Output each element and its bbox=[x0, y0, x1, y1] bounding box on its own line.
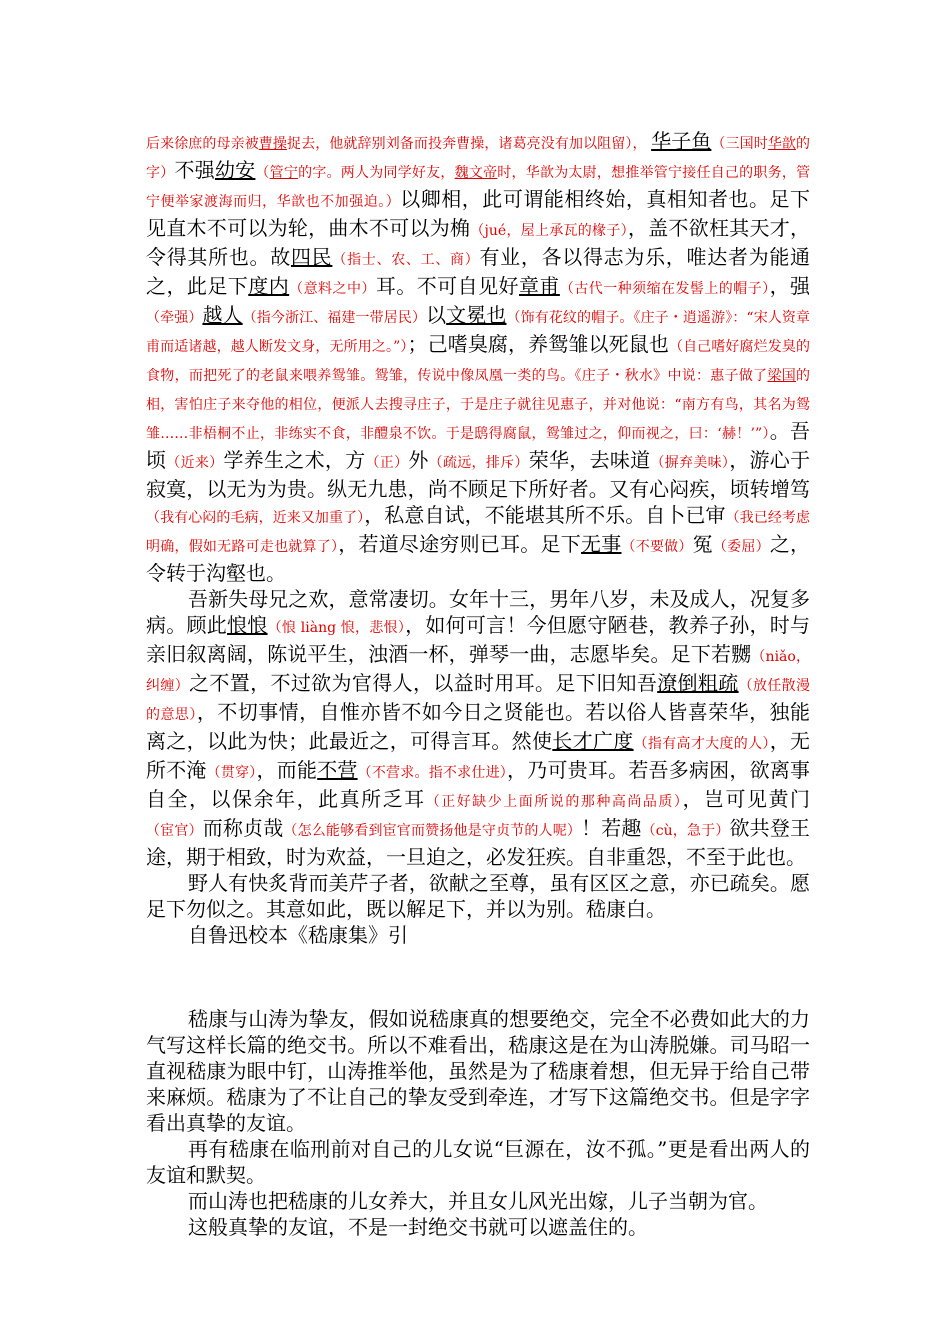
annotation-text: 梁国 bbox=[767, 368, 797, 384]
underlined-term: 度内 bbox=[248, 274, 290, 298]
annotation-text: （三国时 bbox=[711, 136, 768, 152]
annotation-text: （正好缺少上面所说的那种高尚品质） bbox=[425, 794, 683, 810]
annotation-text: （古代一种须缩在发髻上的帽子） bbox=[559, 281, 770, 297]
annotation-text: （饰有花纹的帽子。《庄子・逍遥游》：“宋人资章甫而适诸越，越人断发文身，无所用之。”） bbox=[146, 310, 811, 355]
annotation-text: （我已经考虑明确，假如无路可走也就算了） bbox=[146, 510, 811, 555]
body-text: ，而能 bbox=[256, 758, 318, 782]
body-text: 冤 bbox=[692, 532, 713, 556]
body-text: ，乃可贵耳。若吾多病困，欲离事自全，以保余年，此真所乏耳 bbox=[146, 758, 811, 811]
annotation-text: （疏远，排斥） bbox=[428, 455, 529, 471]
body-text: ，无所不淹 bbox=[146, 729, 811, 782]
body-text: 不强 bbox=[174, 158, 215, 182]
annotation-text: （宦官） bbox=[146, 823, 203, 839]
body-text: 以卿相，此可谓能相终始，真相知者也。足下见直木不可以为轮，曲木不可以为桷 bbox=[146, 187, 811, 240]
body-text: 吾新失母兄之欢，意常凄切。女年十三，男年八岁，未及成人，况复多病。顾此 bbox=[146, 587, 810, 637]
annotation-text: （意料之中） bbox=[289, 281, 376, 297]
body-text: 欲共登王途，期于相致，时为欢益，一旦迫之，必发狂疾。自非重怨，不至于此也。 bbox=[146, 816, 811, 869]
body-text: 耳。不可自见好 bbox=[375, 274, 519, 298]
body-text: 有业，各以得志为乐，唯达者为能通之，此足下 bbox=[146, 245, 811, 298]
annotation-text: 曹操 bbox=[258, 136, 287, 152]
annotation-text: （我有心闷的毛病，近来又加重了） bbox=[146, 510, 365, 526]
annotation-text: 魏文帝 bbox=[454, 165, 498, 181]
body-text: 。吾顷 bbox=[146, 419, 811, 472]
commentary-paragraph-2: 再有嵇康在临刑前对自己的儿女说“巨源在，汝不孤。”更是看出两人的友谊和默契。 bbox=[146, 1137, 810, 1187]
body-text: ，盖不欲枉其天才，令得其所也。故 bbox=[146, 216, 811, 269]
body-text: 而称贞哉 bbox=[202, 816, 284, 840]
commentary-paragraph-1: 嵇康与山涛为挚友，假如说嵇康真的想要绝交，完全不必费如此大的力气写这样长篇的绝交书。所以不难看出，嵇康这是在为山涛脱嫌。司马昭一直视嵇康为眼中钉，山涛推举他，虽然是为了嵇康着想，但无异于给自己带来麻烦。嵇康为了不让自己的挚友受到牵连，才写下这篇绝交书。但是字字看出真挚的友谊。 bbox=[146, 1007, 810, 1135]
body-text: ，强 bbox=[769, 274, 811, 298]
underlined-term: 越人 bbox=[202, 303, 243, 327]
body-text: ！若趣 bbox=[581, 816, 642, 840]
letter-paragraph-3: 野人有快炙背而美芹子者，欲献之至尊，虽有区区之意，亦已疏矣。愿足下勿似之。其意如此，既以解足下，并以为别。嵇康白。 bbox=[146, 871, 810, 921]
underlined-term: 华子鱼 bbox=[651, 129, 712, 153]
annotation-text: 管宁 bbox=[269, 165, 299, 181]
body-text: 之，令转于沟壑也。 bbox=[146, 532, 811, 585]
annotation-text: 的相，害怕庄子来夺他的相位，便派人去搜寻庄子，于是庄子就往见惠子，并对他说：“南方有鸟，其名为鸳雏……非梧桐不止，非练实不食，非醴泉不饮。于是鸱得腐鼠，鸳雏过之，仰而视之，曰：‘赫！’”） bbox=[146, 368, 811, 442]
annotation-text: （放任散漫的意思） bbox=[146, 678, 811, 723]
body-text: 以 bbox=[426, 303, 447, 327]
commentary-paragraph-4: 这般真挚的友谊，不是一封绝交书就可以遮盖住的。 bbox=[188, 1215, 648, 1239]
annotation-text: 后来徐庶的母亲被 bbox=[146, 136, 259, 152]
annotation-text: （指今浙江、福建一带居民） bbox=[242, 310, 427, 326]
underlined-term: 长才广度 bbox=[552, 729, 634, 753]
annotation-text: （cù，急于） bbox=[641, 823, 730, 839]
letter-paragraph-2 bbox=[146, 586, 810, 870]
body-text: ，岂可见黄门 bbox=[682, 787, 811, 811]
underlined-term: 幼安 bbox=[214, 158, 256, 182]
body-text: ，如何可言！今但愿守陋巷，教养子孙，时与亲旧叙离阔，陈说平生，浊酒一杯，弹琴一曲，志愿毕矣。足下若嬲 bbox=[146, 613, 811, 666]
underlined-term: 四民 bbox=[290, 245, 333, 269]
underlined-term: 文冕也 bbox=[446, 303, 507, 327]
annotation-text: （jué，屋上承瓦的椽子） bbox=[470, 223, 628, 239]
underlined-term: 无事 bbox=[581, 532, 622, 556]
annotation-text: （委屈） bbox=[712, 539, 770, 555]
annotation-text: 的字。两人为同学好友， bbox=[298, 165, 455, 181]
body-text: ，不切事情，自惟亦皆不如今日之贤能也。若以俗人皆喜荣华，独能离之，以此为快；此最近之，可得言耳。然使 bbox=[146, 700, 811, 753]
underlined-term: 悢悢 bbox=[227, 613, 268, 637]
body-text: 荣华，去味道 bbox=[528, 448, 651, 472]
annotation-text: 华歆 bbox=[767, 136, 797, 152]
annotation-text: （贯穿） bbox=[206, 765, 257, 781]
letter-paragraph-1 bbox=[146, 128, 810, 586]
annotation-text: 时，华歆为太尉，想推举管宁接任自己的职务，管宁便举家渡海而归，华歆也不加强迫。） bbox=[146, 165, 811, 210]
body-text: ；己嗜臭腐，养鸳雏以死鼠也 bbox=[407, 332, 669, 356]
source-citation: 自鲁迅校本《嵇康集》引 bbox=[188, 923, 408, 947]
annotation-text: （正） bbox=[365, 455, 409, 471]
annotation-text: （自己嗜好腐烂发臭的食物，而把死了的老鼠来喂养鸳雏。鸳雏，传说中像凤凰一类的鸟。《庄子・秋水》中说：惠子做了 bbox=[146, 339, 811, 384]
annotation-text: 的字） bbox=[146, 136, 811, 181]
commentary-paragraph-3: 而山涛也把嵇康的儿女养大，并且女儿风光出嫁，儿子当朝为官。 bbox=[188, 1189, 768, 1213]
body-text: ，游心于寂寞，以无为为贵。纵无九患，尚不顾足下所好者。又有心闷疾，顷转增笃 bbox=[146, 448, 811, 501]
annotation-text: （指士、农、工、商） bbox=[332, 252, 480, 268]
body-text: 学养生之术，方 bbox=[223, 448, 366, 472]
annotation-text: （ bbox=[255, 165, 270, 181]
body-text: 外 bbox=[408, 448, 429, 472]
underlined-term: 潦倒粗疏 bbox=[657, 671, 739, 695]
annotation-text: （不营求。指不求仕进） bbox=[357, 765, 508, 781]
underlined-term: 不营 bbox=[317, 758, 358, 782]
document-page bbox=[146, 128, 810, 1240]
annotation-text: （摒弃美味） bbox=[650, 455, 730, 471]
annotation-text: （牵强） bbox=[146, 310, 203, 326]
annotation-text: （近来） bbox=[166, 455, 224, 471]
annotation-text: 捉去，他就辞别刘备而投奔曹操，诸葛亮没有加以阻留）， bbox=[287, 136, 652, 152]
annotation-text: （不要做） bbox=[621, 539, 693, 555]
annotation-text: （悢 liàng 悢，悲恨） bbox=[267, 620, 406, 636]
underlined-term: 章甫 bbox=[518, 274, 560, 298]
annotation-text: （指有高才大度的人） bbox=[633, 736, 770, 752]
annotation-text: （怎么能够看到宦官而赞扬他是守贞节的人呢） bbox=[283, 823, 582, 839]
body-text: ，私意自试，不能堪其所不乐。自卜已审 bbox=[364, 503, 726, 527]
body-text: ，若道尽途穷则已耳。足下 bbox=[338, 532, 582, 556]
section-gap bbox=[146, 948, 810, 1006]
body-text: 之不置，不过欲为官得人，以益时用耳。足下旧知吾 bbox=[189, 671, 658, 695]
annotation-text: （niǎo，纠缠） bbox=[146, 649, 811, 694]
